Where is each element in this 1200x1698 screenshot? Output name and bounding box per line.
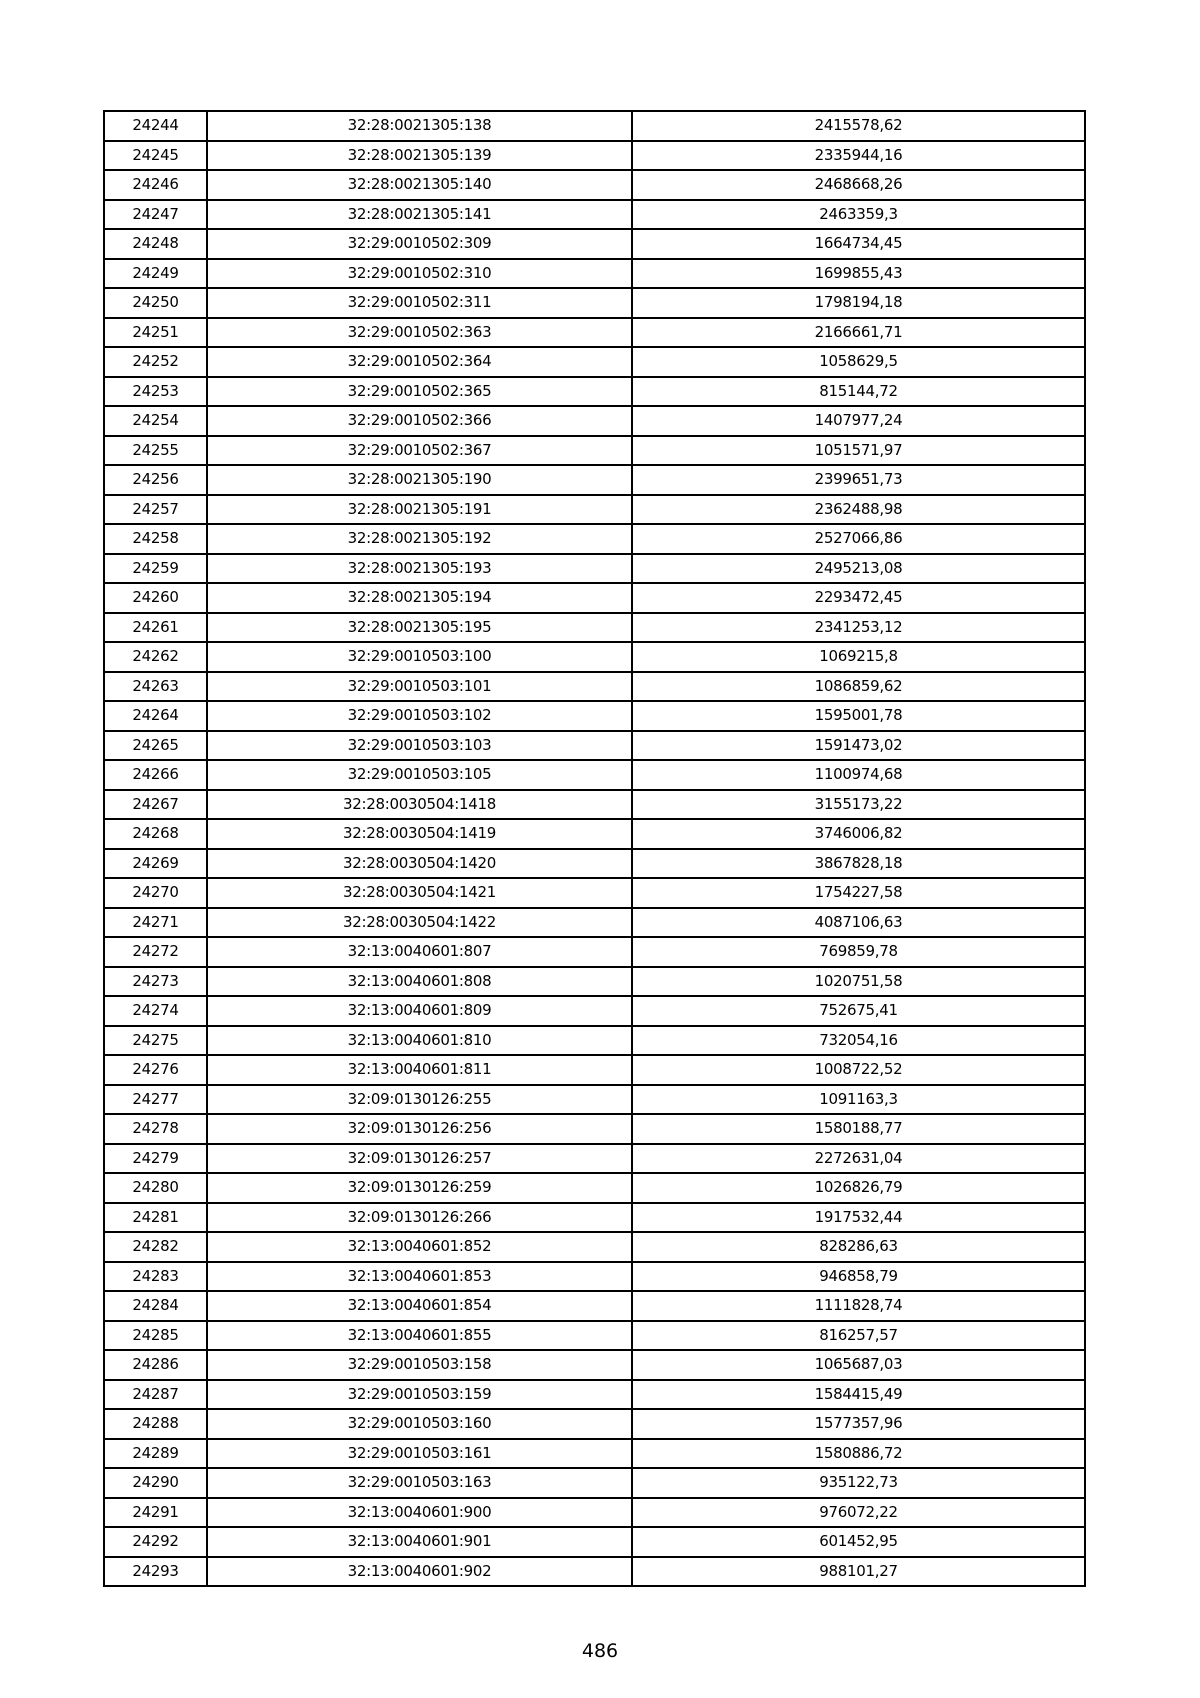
table-row — [104, 377, 1085, 407]
row-number-cell: 24245 — [104, 141, 207, 171]
cadastral-value-cell: 1058629,5 — [632, 347, 1085, 377]
row-number-cell: 24259 — [104, 554, 207, 584]
table-row — [104, 111, 1085, 141]
cadastral-value-cell: 2341253,12 — [632, 613, 1085, 643]
table-row — [104, 583, 1085, 613]
table-row — [104, 141, 1085, 171]
row-number-cell: 24292 — [104, 1527, 207, 1557]
table-row — [104, 1114, 1085, 1144]
cadastral-number-cell: 32:28:0021305:139 — [207, 141, 632, 171]
cadastral-number-cell: 32:13:0040601:900 — [207, 1498, 632, 1528]
cadastral-value-cell: 769859,78 — [632, 937, 1085, 967]
table-row — [104, 819, 1085, 849]
cadastral-value-cell: 1111828,74 — [632, 1291, 1085, 1321]
table-row — [104, 613, 1085, 643]
cadastral-value-cell: 946858,79 — [632, 1262, 1085, 1292]
cadastral-number-cell: 32:29:0010502:311 — [207, 288, 632, 318]
row-number-cell: 24274 — [104, 996, 207, 1026]
table-row — [104, 1085, 1085, 1115]
row-number-cell: 24249 — [104, 259, 207, 289]
row-number-cell: 24275 — [104, 1026, 207, 1056]
cadastral-value-cell: 2166661,71 — [632, 318, 1085, 348]
cadastral-number-cell: 32:13:0040601:901 — [207, 1527, 632, 1557]
row-number-cell: 24264 — [104, 701, 207, 731]
table-row — [104, 259, 1085, 289]
row-number-cell: 24280 — [104, 1173, 207, 1203]
cadastral-number-cell: 32:29:0010503:100 — [207, 642, 632, 672]
row-number-cell: 24279 — [104, 1144, 207, 1174]
row-number-cell: 24252 — [104, 347, 207, 377]
table-row — [104, 731, 1085, 761]
cadastral-value-table — [103, 110, 1086, 1587]
cadastral-number-cell: 32:29:0010502:364 — [207, 347, 632, 377]
row-number-cell: 24256 — [104, 465, 207, 495]
row-number-cell: 24247 — [104, 200, 207, 230]
cadastral-number-cell: 32:13:0040601:808 — [207, 967, 632, 997]
row-number-cell: 24260 — [104, 583, 207, 613]
cadastral-value-cell: 815144,72 — [632, 377, 1085, 407]
cadastral-value-cell: 1026826,79 — [632, 1173, 1085, 1203]
row-number-cell: 24289 — [104, 1439, 207, 1469]
cadastral-number-cell: 32:29:0010503:159 — [207, 1380, 632, 1410]
cadastral-value-cell: 2293472,45 — [632, 583, 1085, 613]
cadastral-number-cell: 32:28:0021305:141 — [207, 200, 632, 230]
cadastral-number-cell: 32:29:0010503:102 — [207, 701, 632, 731]
cadastral-number-cell: 32:28:0021305:192 — [207, 524, 632, 554]
table-row — [104, 1409, 1085, 1439]
cadastral-value-cell: 2362488,98 — [632, 495, 1085, 525]
cadastral-number-cell: 32:13:0040601:810 — [207, 1026, 632, 1056]
table-row — [104, 642, 1085, 672]
cadastral-value-cell: 828286,63 — [632, 1232, 1085, 1262]
row-number-cell: 24276 — [104, 1055, 207, 1085]
cadastral-value-cell: 1664734,45 — [632, 229, 1085, 259]
cadastral-number-cell: 32:29:0010502:365 — [207, 377, 632, 407]
cadastral-number-cell: 32:28:0021305:194 — [207, 583, 632, 613]
row-number-cell: 24263 — [104, 672, 207, 702]
cadastral-value-cell: 2495213,08 — [632, 554, 1085, 584]
cadastral-value-cell: 1754227,58 — [632, 878, 1085, 908]
table-row — [104, 1291, 1085, 1321]
cadastral-value-cell: 3746006,82 — [632, 819, 1085, 849]
table-row — [104, 849, 1085, 879]
cadastral-number-cell: 32:29:0010503:101 — [207, 672, 632, 702]
row-number-cell: 24262 — [104, 642, 207, 672]
cadastral-number-cell: 32:29:0010503:161 — [207, 1439, 632, 1469]
row-number-cell: 24253 — [104, 377, 207, 407]
table-row — [104, 1321, 1085, 1351]
cadastral-value-cell: 988101,27 — [632, 1557, 1085, 1587]
table-row — [104, 878, 1085, 908]
cadastral-value-cell: 2399651,73 — [632, 465, 1085, 495]
cadastral-value-cell: 2463359,3 — [632, 200, 1085, 230]
row-number-cell: 24267 — [104, 790, 207, 820]
table-row — [104, 701, 1085, 731]
table-row — [104, 288, 1085, 318]
row-number-cell: 24282 — [104, 1232, 207, 1262]
page-number: 486 — [581, 1640, 619, 1662]
row-number-cell: 24286 — [104, 1350, 207, 1380]
row-number-cell: 24258 — [104, 524, 207, 554]
cadastral-number-cell: 32:28:0030504:1422 — [207, 908, 632, 938]
row-number-cell: 24270 — [104, 878, 207, 908]
cadastral-number-cell: 32:28:0021305:191 — [207, 495, 632, 525]
cadastral-number-cell: 32:13:0040601:855 — [207, 1321, 632, 1351]
table-row — [104, 1350, 1085, 1380]
table-row — [104, 554, 1085, 584]
table-row — [104, 790, 1085, 820]
table-row — [104, 1468, 1085, 1498]
cadastral-value-cell: 1580886,72 — [632, 1439, 1085, 1469]
cadastral-value-cell: 1407977,24 — [632, 406, 1085, 436]
cadastral-value-cell: 2527066,86 — [632, 524, 1085, 554]
cadastral-number-cell: 32:29:0010502:366 — [207, 406, 632, 436]
cadastral-number-cell: 32:28:0021305:190 — [207, 465, 632, 495]
cadastral-number-cell: 32:29:0010502:310 — [207, 259, 632, 289]
table-row — [104, 524, 1085, 554]
table-row — [104, 1144, 1085, 1174]
cadastral-value-cell: 752675,41 — [632, 996, 1085, 1026]
row-number-cell: 24244 — [104, 111, 207, 141]
cadastral-number-cell: 32:09:0130126:257 — [207, 1144, 632, 1174]
cadastral-value-cell: 1591473,02 — [632, 731, 1085, 761]
cadastral-value-cell: 1917532,44 — [632, 1203, 1085, 1233]
row-number-cell: 24285 — [104, 1321, 207, 1351]
table-row — [104, 1232, 1085, 1262]
cadastral-number-cell: 32:29:0010503:105 — [207, 760, 632, 790]
cadastral-value-cell: 4087106,63 — [632, 908, 1085, 938]
cadastral-value-cell: 1577357,96 — [632, 1409, 1085, 1439]
row-number-cell: 24266 — [104, 760, 207, 790]
cadastral-number-cell: 32:13:0040601:853 — [207, 1262, 632, 1292]
row-number-cell: 24288 — [104, 1409, 207, 1439]
cadastral-value-cell: 2468668,26 — [632, 170, 1085, 200]
table-row — [104, 967, 1085, 997]
row-number-cell: 24290 — [104, 1468, 207, 1498]
cadastral-number-cell: 32:09:0130126:256 — [207, 1114, 632, 1144]
table-row — [104, 1262, 1085, 1292]
cadastral-number-cell: 32:13:0040601:811 — [207, 1055, 632, 1085]
table-row — [104, 170, 1085, 200]
row-number-cell: 24277 — [104, 1085, 207, 1115]
row-number-cell: 24251 — [104, 318, 207, 348]
row-number-cell: 24283 — [104, 1262, 207, 1292]
cadastral-value-cell: 1020751,58 — [632, 967, 1085, 997]
table-row — [104, 200, 1085, 230]
table-row — [104, 672, 1085, 702]
table-row — [104, 908, 1085, 938]
cadastral-value-cell: 935122,73 — [632, 1468, 1085, 1498]
cadastral-value-cell: 1008722,52 — [632, 1055, 1085, 1085]
cadastral-number-cell: 32:09:0130126:259 — [207, 1173, 632, 1203]
cadastral-value-cell: 1798194,18 — [632, 288, 1085, 318]
cadastral-number-cell: 32:29:0010502:309 — [207, 229, 632, 259]
cadastral-value-cell: 1069215,8 — [632, 642, 1085, 672]
table-row — [104, 347, 1085, 377]
cadastral-value-cell: 3155173,22 — [632, 790, 1085, 820]
table-row — [104, 1203, 1085, 1233]
cadastral-number-cell: 32:28:0030504:1419 — [207, 819, 632, 849]
row-number-cell: 24254 — [104, 406, 207, 436]
row-number-cell: 24265 — [104, 731, 207, 761]
row-number-cell: 24272 — [104, 937, 207, 967]
cadastral-number-cell: 32:29:0010503:103 — [207, 731, 632, 761]
cadastral-value-cell: 1091163,3 — [632, 1085, 1085, 1115]
row-number-cell: 24281 — [104, 1203, 207, 1233]
table-row — [104, 1055, 1085, 1085]
cadastral-value-cell: 1584415,49 — [632, 1380, 1085, 1410]
table-row — [104, 436, 1085, 466]
row-number-cell: 24291 — [104, 1498, 207, 1528]
cadastral-number-cell: 32:28:0021305:195 — [207, 613, 632, 643]
row-number-cell: 24268 — [104, 819, 207, 849]
cadastral-number-cell: 32:09:0130126:255 — [207, 1085, 632, 1115]
cadastral-number-cell: 32:28:0021305:138 — [207, 111, 632, 141]
cadastral-value-cell: 1699855,43 — [632, 259, 1085, 289]
cadastral-number-cell: 32:28:0030504:1421 — [207, 878, 632, 908]
row-number-cell: 24287 — [104, 1380, 207, 1410]
cadastral-value-cell: 1065687,03 — [632, 1350, 1085, 1380]
cadastral-number-cell: 32:28:0021305:193 — [207, 554, 632, 584]
table-row — [104, 1527, 1085, 1557]
cadastral-value-cell: 1595001,78 — [632, 701, 1085, 731]
row-number-cell: 24278 — [104, 1114, 207, 1144]
cadastral-number-cell: 32:29:0010503:158 — [207, 1350, 632, 1380]
table-body — [104, 111, 1085, 1586]
cadastral-value-cell: 1086859,62 — [632, 672, 1085, 702]
table-row — [104, 495, 1085, 525]
row-number-cell: 24293 — [104, 1557, 207, 1587]
table-row — [104, 937, 1085, 967]
row-number-cell: 24271 — [104, 908, 207, 938]
cadastral-value-cell: 976072,22 — [632, 1498, 1085, 1528]
table-row — [104, 1026, 1085, 1056]
cadastral-value-cell: 601452,95 — [632, 1527, 1085, 1557]
cadastral-value-cell: 1580188,77 — [632, 1114, 1085, 1144]
cadastral-value-cell: 3867828,18 — [632, 849, 1085, 879]
cadastral-number-cell: 32:13:0040601:852 — [207, 1232, 632, 1262]
cadastral-number-cell: 32:29:0010503:160 — [207, 1409, 632, 1439]
row-number-cell: 24250 — [104, 288, 207, 318]
cadastral-value-cell: 2272631,04 — [632, 1144, 1085, 1174]
row-number-cell: 24261 — [104, 613, 207, 643]
row-number-cell: 24255 — [104, 436, 207, 466]
row-number-cell: 24269 — [104, 849, 207, 879]
cadastral-value-cell: 816257,57 — [632, 1321, 1085, 1351]
cadastral-number-cell: 32:28:0030504:1418 — [207, 790, 632, 820]
cadastral-number-cell: 32:29:0010502:367 — [207, 436, 632, 466]
cadastral-number-cell: 32:13:0040601:902 — [207, 1557, 632, 1587]
table-row — [104, 465, 1085, 495]
cadastral-number-cell: 32:09:0130126:266 — [207, 1203, 632, 1233]
cadastral-number-cell: 32:29:0010502:363 — [207, 318, 632, 348]
cadastral-number-cell: 32:28:0030504:1420 — [207, 849, 632, 879]
table-row — [104, 1173, 1085, 1203]
table-row — [104, 406, 1085, 436]
table-row — [104, 318, 1085, 348]
table-row — [104, 1380, 1085, 1410]
row-number-cell: 24284 — [104, 1291, 207, 1321]
cadastral-value-cell: 1100974,68 — [632, 760, 1085, 790]
cadastral-number-cell: 32:13:0040601:809 — [207, 996, 632, 1026]
cadastral-number-cell: 32:29:0010503:163 — [207, 1468, 632, 1498]
row-number-cell: 24248 — [104, 229, 207, 259]
table-row — [104, 1557, 1085, 1587]
table-row — [104, 996, 1085, 1026]
table-row — [104, 229, 1085, 259]
table-row — [104, 760, 1085, 790]
cadastral-number-cell: 32:13:0040601:807 — [207, 937, 632, 967]
row-number-cell: 24273 — [104, 967, 207, 997]
cadastral-value-cell: 732054,16 — [632, 1026, 1085, 1056]
cadastral-number-cell: 32:13:0040601:854 — [207, 1291, 632, 1321]
cadastral-value-cell: 2415578,62 — [632, 111, 1085, 141]
row-number-cell: 24257 — [104, 495, 207, 525]
row-number-cell: 24246 — [104, 170, 207, 200]
table-row — [104, 1439, 1085, 1469]
cadastral-number-cell: 32:28:0021305:140 — [207, 170, 632, 200]
table-row — [104, 1498, 1085, 1528]
cadastral-value-cell: 1051571,97 — [632, 436, 1085, 466]
cadastral-value-cell: 2335944,16 — [632, 141, 1085, 171]
